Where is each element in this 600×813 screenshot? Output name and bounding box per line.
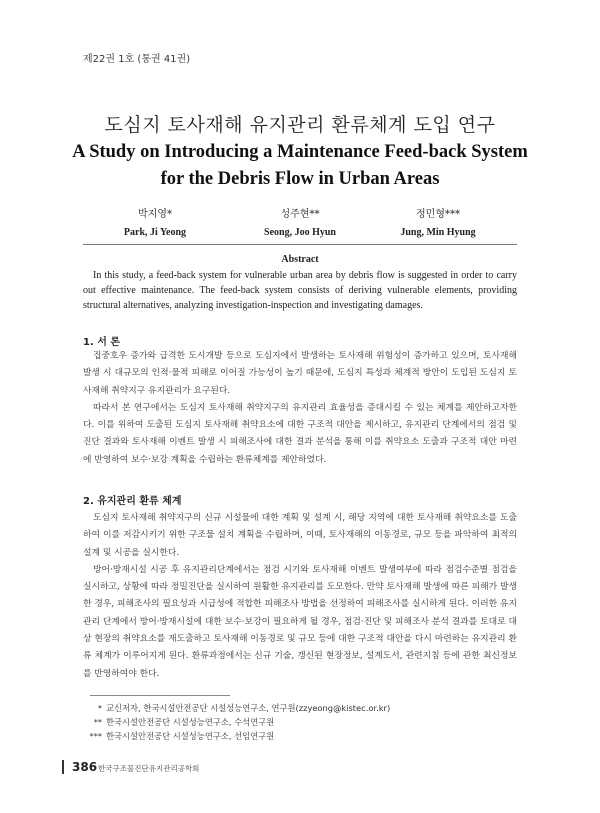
footer-bar [62, 760, 64, 774]
footnote-mark: ** [93, 717, 102, 727]
abstract-heading: Abstract [281, 254, 319, 265]
paragraph: 따라서 본 연구에서는 도심지 토사재해 취약지구의 유지관리 효율성을 증대시킬 수 있는 체계를 제안하고자한다. 이를 위하여 도출된 도심지 토사재해 취약요소에 대한 구조적 대안을 제시하고, 유지관리 단계에서의 점검 및 진단 결과와 토사재해 이벤트 발생 시 피해조사에 대한 결과 분석을 통해 이를 취약요소 도출과 구조적 대안 마련에 반영하여 보수·보강 계획을 수립하는 환류체계를 제안하였다. [83, 402, 517, 465]
footnote-mark: *** [89, 731, 102, 741]
author-3 [348, 205, 528, 238]
title-korean: 도심지 토사재해 유지관리 환류체계 도입 연구 [104, 114, 496, 136]
author-name-korean: 박지영* [138, 209, 172, 220]
author-name-english: Seong, Joo Hyun [264, 227, 336, 238]
paragraph: 도심지 토사재해 취약지구의 신규 시설물에 대한 계획 및 설계 시, 해당 지역에 대한 토사재해 취약요소를 도출하여 이를 저감시키기 위한 구조물 설치 계획을 수립하며, 이때, 토사재해의 이동경로, 규모 등을 파악하여 최적의 설계 및 시공을 실시한다. [83, 513, 517, 558]
author-name-korean: 정민형*** [416, 209, 460, 220]
footnote-text: 한국시설안전공단 시설성능연구소, 선임연구원 [106, 731, 275, 741]
footnote-2 [86, 716, 274, 728]
abstract-body: In this study, a feed-back system for vulnerable urban area by debris flow is suggested in order to carry out effective maintenance. The feed-back system consists of deriving vulnerable elements, providing structural alternatives, analyzing investigation-inspection and investigating damages. [83, 270, 517, 311]
section-2-body [83, 510, 517, 683]
footnote-mark: * [97, 703, 102, 713]
footnote-1 [86, 702, 390, 714]
author-name-english: Park, Ji Yeong [123, 227, 187, 238]
paragraph: 방어·방재시설 시공 후 유지관리단계에서는 점검 시기와 토사재해 이벤트 발생여부에 따라 점검수준별 점검을 실시하고, 상황에 따라 정밀진단을 실시하여 원활한 유지관리를 도모한다. 만약 토사재해 발생에 따른 피해가 발생한 경우, 피해조사의 필요성과 시급성에 적합한 피해조사 방법을 선정하여 피해조사를 실시하게 된다. 이러한 유지관리 단계에서 방어·방재시설에 대한 보수·보강이 필요하게 될 경우, 점검·진단 및 피해조사 분석 결과를 토대로 대상 현장의 취약요소를 재도출하고 토사재해 이동경로 및 규모 등에 대한 구조적 대안을 다시 마련하는 유지관리 환류 체계가 이루어지게 된다. 환류과정에서는 신규 기술, 갱신된 현장정보, 설계도서, 관련지침 등에 관한 최신정보를 반영하여야 한다. [83, 564, 517, 679]
author-name-english: Jung, Min Hyung [400, 227, 476, 238]
footnote-text: 한국시설안전공단 시설성능연구소, 수석연구원 [106, 717, 275, 727]
footnote-divider [90, 695, 230, 696]
paragraph: 집중호우 증가와 급격한 도시개발 등으로 도심지에서 발생하는 토사재해 위험성이 증가하고 있으며, 토사재해 발생 시 대규모의 인적·물적 피해로 이어질 가능성이 높기 때문에, 도심지 특성과 체계적 방안이 도입된 도심지 토사재해 취약지구 유지관리가 요구된다. [83, 351, 517, 396]
author-name-korean: 성주현** [280, 209, 320, 220]
page-number: 386 [72, 760, 98, 774]
title-english-line-1: A Study on Introducing a Maintenance Feed-back System [72, 142, 528, 162]
journal-name: 한국구조물진단유지관리공학회 [98, 764, 200, 773]
section-1-heading: 1. 서 론 [83, 337, 121, 348]
section-2-heading: 2. 유지관리 환류 체계 [83, 496, 182, 507]
section-1-body [83, 348, 517, 469]
volume-info: 제22권 1호 (통권 41권) [83, 54, 191, 65]
header-divider [83, 244, 517, 245]
title-english-line-2: for the Debris Flow in Urban Areas [160, 169, 440, 189]
footnote-text: 교신저자, 한국시설안전공단 시설성능연구소, 연구원(zzyeong@kistec.or.kr) [106, 703, 391, 713]
footnote-3 [86, 730, 274, 742]
